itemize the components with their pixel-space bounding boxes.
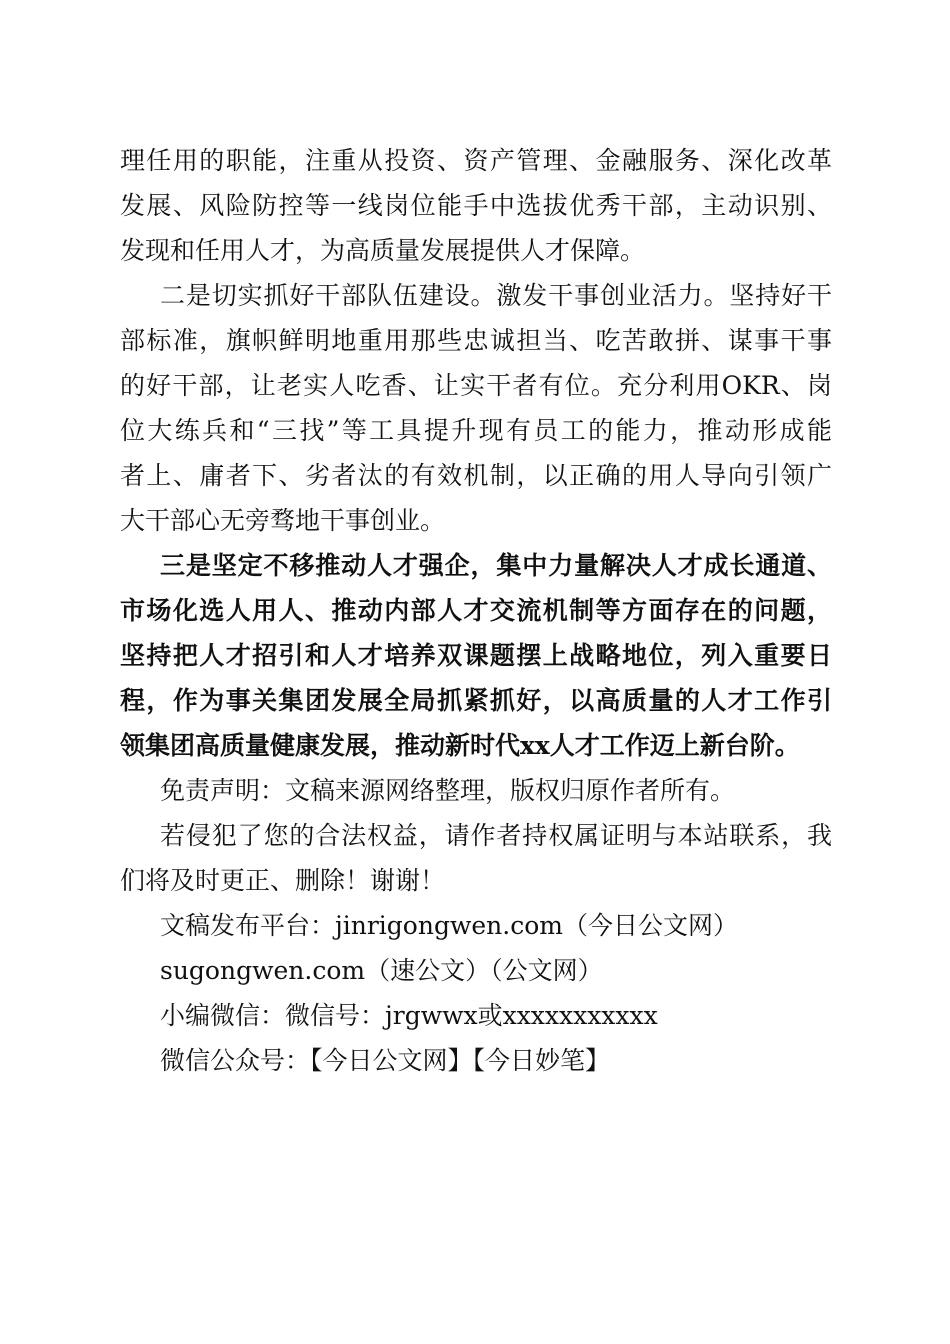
text-line: 的好干部，让老实人吃香、让实干者有位。充分利用OKR、岗: [120, 371, 832, 400]
paragraph-cadre-team: [120, 273, 832, 543]
platform-text-2: sugongwen.com（速公文）（公文网）: [160, 956, 603, 985]
text-line: 三是坚定不移推动人才强企，集中力量解决人才成长通道、: [160, 551, 832, 580]
text-line: 领集团高质量健康发展，推动新时代xx人才工作迈上新台阶。: [120, 731, 800, 760]
text-line: 发现和任用人才，为高质量发展提供人才保障。: [120, 236, 646, 265]
text-line: 大干部心无旁骛地干事创业。: [120, 506, 446, 535]
platform-text: 文稿发布平台：jinrigongwen.com（今日公文网）: [160, 911, 738, 940]
text-line: 二是切实抓好干部队伍建设。激发干事创业活力。坚持好干: [160, 281, 832, 310]
text-line: 部标准，旗帜鲜明地重用那些忠诚担当、吃苦敢拼、谋事干事: [120, 326, 832, 355]
text-line: 程，作为事关集团发展全局抓紧抓好，以高质量的人才工作引: [120, 686, 832, 715]
paragraph-continued: [120, 138, 832, 273]
text-line: 理任用的职能，注重从投资、资产管理、金融服务、深化改革: [120, 146, 832, 175]
official-account-text: 微信公众号：【今日公文网】【今日妙笔】: [160, 1046, 611, 1075]
disclaimer-text: 免责声明：文稿来源网络整理，版权归原作者所有。: [160, 776, 736, 805]
text-line: 发展、风险防控等一线岗位能手中选拔优秀干部，主动识别、: [120, 191, 832, 220]
disclaimer-text: 们将及时更正、删除！谢谢！: [120, 866, 446, 895]
text-line: 坚持把人才招引和人才培养双课题摆上战略地位，列入重要日: [120, 641, 832, 670]
text-line: 市场化选人用人、推动内部人才交流机制等方面存在的问题，: [120, 596, 832, 625]
disclaimer-text: 若侵犯了您的合法权益，请作者持权属证明与本站联系，我: [160, 821, 832, 850]
document-body: [120, 138, 832, 1083]
wechat-text: 小编微信：微信号：jrgwwx或xxxxxxxxxxx: [160, 1001, 658, 1030]
disclaimer-block: [120, 768, 832, 1083]
paragraph-talent: [120, 543, 832, 768]
text-line: 位大练兵和“三找”等工具提升现有员工的能力，推动形成能: [120, 416, 832, 445]
text-line: 者上、庸者下、劣者汰的有效机制，以正确的用人导向引领广: [120, 461, 832, 490]
